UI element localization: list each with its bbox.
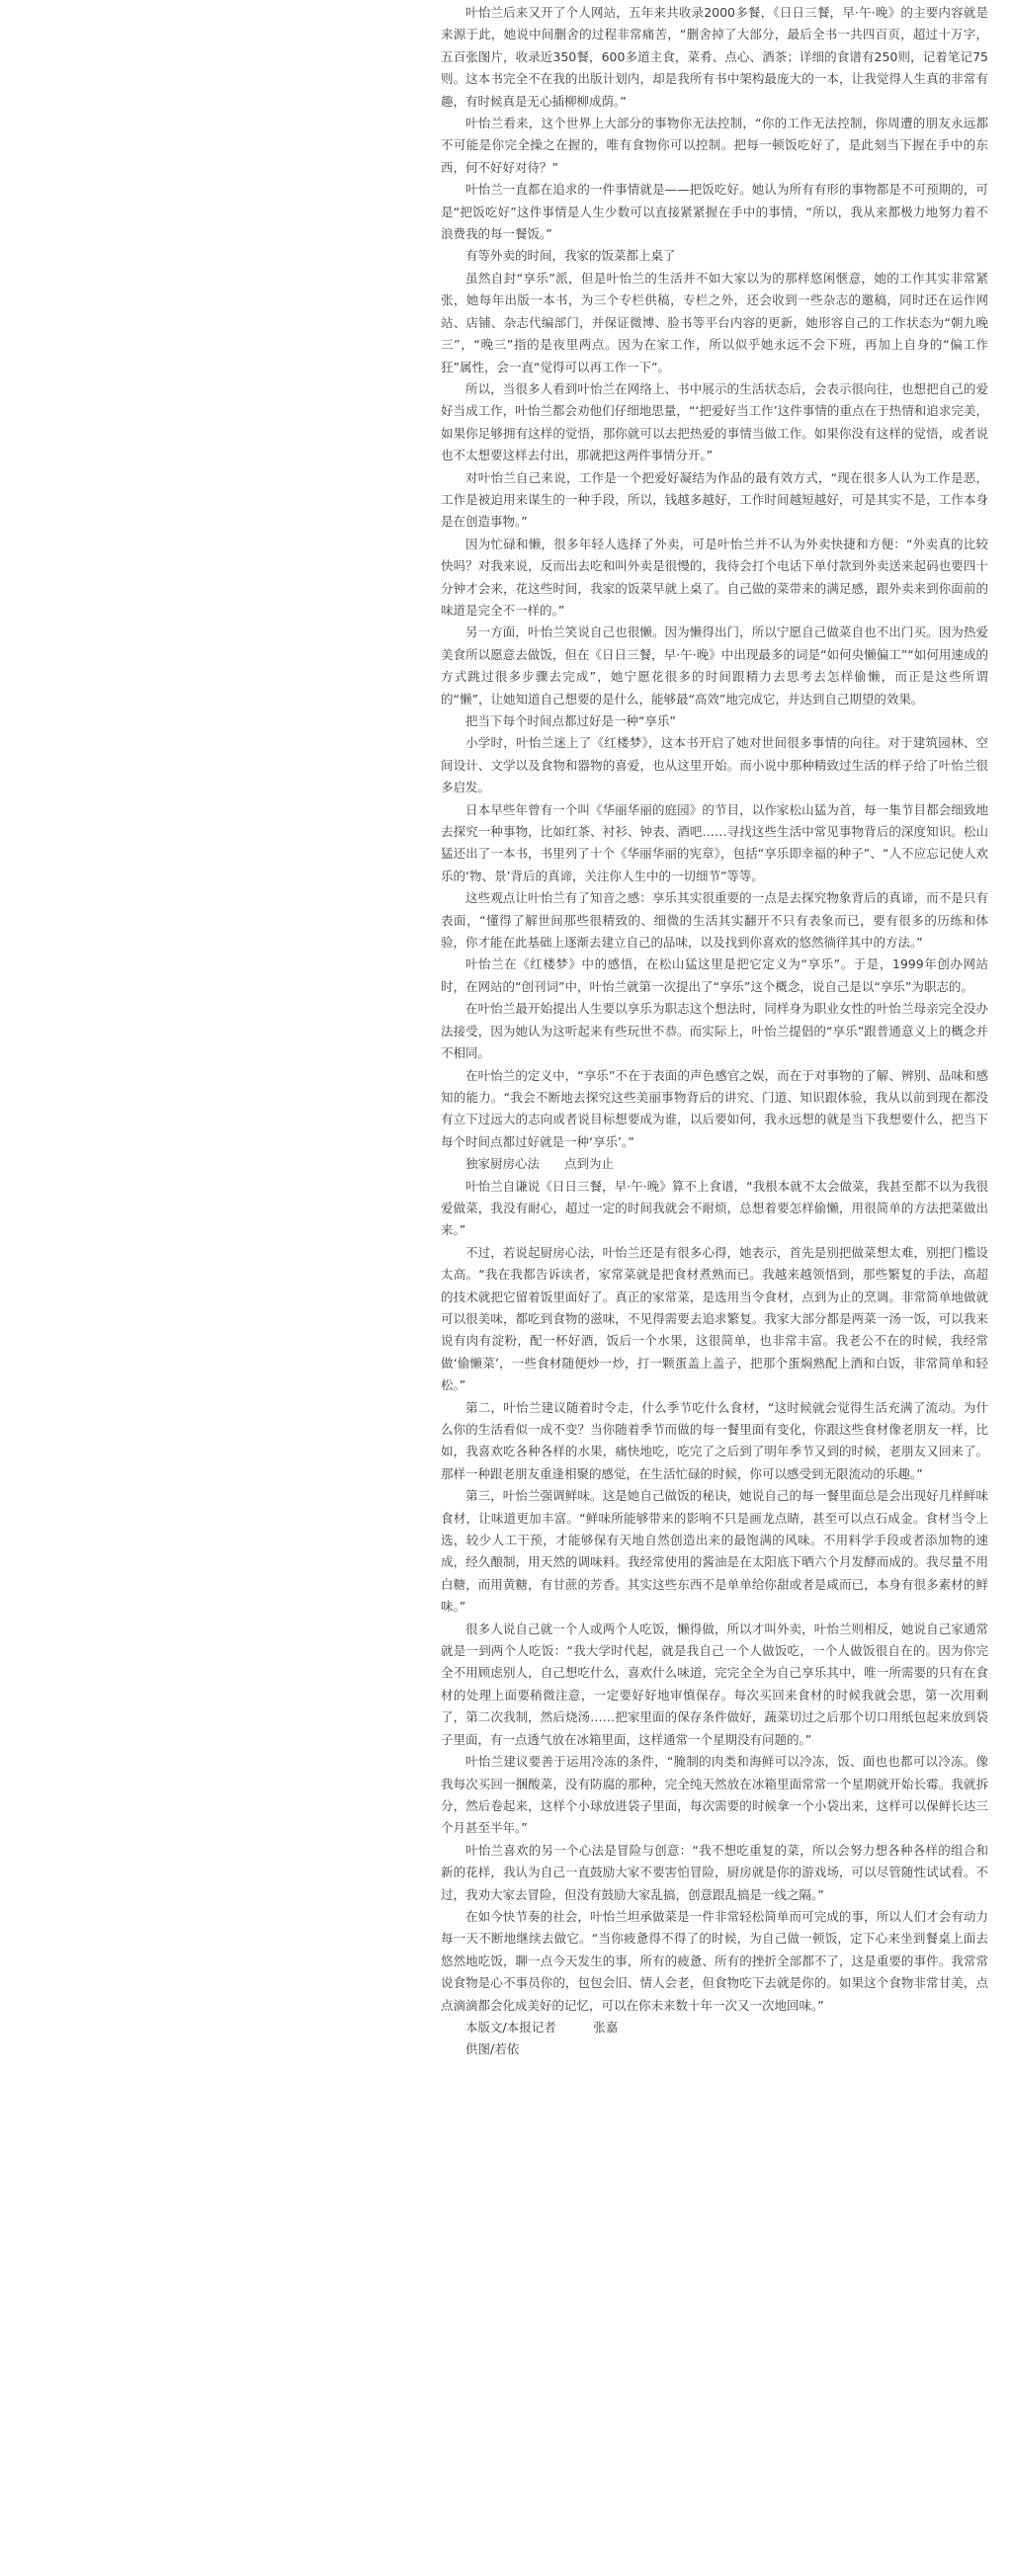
paragraph: 在叶怡兰的定义中，“享乐”不在于表面的声色感官之娱，而在于对事物的了解、辨别、品味和感知的能力。“我会不断地去探究这些美丽事物背后的讲究、门道、知识跟体验，我从以前到现在都没有立下过远大的志向或者说目标想要成为谁，以后要如何，我永远想的就是当下我想要什么，把当下每个时间点都过好就是一种‘享乐’。” — [441, 1067, 988, 1149]
paragraph: 虽然自封“享乐”派，但是叶怡兰的生活并不如大家以为的那样悠闲惬意，她的工作其实非常紧张，她每年出版一本书，为三个专栏供稿，专栏之外，还会收到一些杂志的邀稿，同时还在运作网站、店铺、杂志代编部门，并保证微博、脸书等平台内容的更新，她形容自己的工作状态为“朝九晚三”，“晚三”指的是夜里两点。因为在家工作，所以似乎她永远不会下班，再加上自身的“偏工作狂”属性，会一直“觉得可以再工作一下”。 — [441, 270, 988, 374]
paragraph: 在如今快节奏的社会，叶怡兰坦承做菜是一件非常轻松简单而可完成的事，所以人们才会有动力每一天不断地继续去做它。“当你疲惫得不得了的时候，为自己做一顿饭，定下心来坐到餐桌上面去悠然地吃饭，聊一点今天发生的事，所有的疲惫、所有的挫折全部都不了，这是重要的事件。我常常说食物是心不事员你的，包包会旧、情人会老，但食物吃下去就是你的。如果这个食物非常甘美，点点滴滴都会化成美好的记忆，可以在你未来数十年一次又一次地回味。” — [441, 1908, 988, 2013]
reporter-name: 张嘉 — [593, 2019, 619, 2035]
paragraph: 这些观点让叶怡兰有了知音之感：享乐其实很重要的一点是去探究物象背后的真谛，而不是只有表面，“懂得了解世间那些很精致的、细微的生活其实翻开不只有表象而已，要有很多的历练和体验，你才能在此基础上逐渐去建立自己的品味，以及找到你喜欢的悠然徜徉其中的方法。” — [441, 890, 988, 951]
paragraph: 第二，叶怡兰建议随着时令走，什么季节吃什么食材，“这时候就会觉得生活充满了流动。为什么你的生活看似一成不变？当你随着季节而做的每一餐里面有变化，你跟这些食材像老朋友一样，比如，我喜欢吃各种各样的水果，痛快地吃，吃完了之后到了明年季节又到的时候，老朋友又回来了。那样一种跟老朋友重逢相聚的感觉，在生活忙碌的时候，你可以感受到无限流动的乐趣。” — [441, 1399, 988, 1481]
paragraph: 不过，若说起厨房心法，叶怡兰还是有很多心得，她表示，首先是别把做菜想太难，别把门槛设太高。“我在我都告诉读者，家常菜就是把食材煮熟而已。我越来越领悟到，那些繁复的手法，高超的技术就把它留着饭里面好了。真正的家常菜，是选用当令食材，点到为止的烹调。非常简单地做就可以很美味，都吃到食物的滋味，不见得需要去追求繁复。我家大部分都是两菜一汤一饭，可以我来说有肉有淀粉，配一杯好酒，饭后一个水果，这很简单，也非常丰富。我老公不在的时候，我经常做‘偷懒菜’，一些食材随便炒一炒，打一颗蛋盖上盖子，把那个蛋焖熟配上酒和白饭，非常简单和轻松。” — [441, 1244, 988, 1393]
paragraph: 叶怡兰建议要善于运用冷冻的条件，“腌制的肉类和海鲜可以冷冻，饭、面也也都可以冷冻。像我每次买回一捆酸菜，没有防腐的那种，完全纯天然放在冰箱里面常常一个星期就开始长霉。我就拆分，然后卷起来，这样个小球放进袋子里面，每次需要的时候拿一个小袋出来，这样可以保鲜长达三个月甚至半年。” — [441, 1754, 988, 1836]
paragraph: 所以，当很多人看到叶怡兰在网络上、书中展示的生活状态后，会表示很向往，也想把自己的爱好当成工作，叶怡兰都会劝他们仔细地思量，“‘把爱好当工作’这件事情的重点在于热情和追求完美，如果你足够拥有这样的觉悟，那你就可以去把热爱的事情当做工作。如果你没有这样的觉悟，或者说也不太想要这样去付出，那就把这两件事情分开。” — [441, 380, 988, 463]
paragraph: 叶怡兰看来，这个世界上大部分的事物你无法控制，“你的工作无法控制，你周遭的朋友永远都不可能是你完全操之在握的，唯有食物你可以控制。把每一顿饭吃好了，是此刻当下握在手中的东西，何不好好对待？” — [441, 116, 988, 175]
paragraph: 对叶怡兰自己来说，工作是一个把爱好凝结为作品的最有效方式，“现在很多人认为工作是恶，工作是被迫用来谋生的一种手段，所以，钱越多越好，工作时间越短越好，可是其实不是，工作本身是在创造事物。” — [441, 469, 988, 530]
paragraph: 叶怡兰喜欢的另一个心法是冒险与创意：“我不想吃重复的菜，所以会努力想各种各样的组合和新的花样，我认为自己一直鼓励大家不要害怕冒险，厨房就是你的游戏场，可以尽管随性试试看。不过，我劝大家去冒险，但没有鼓励大家乱搞，创意跟乱搞是一线之隔。” — [441, 1842, 988, 1902]
paragraph: 因为忙碌和懒，很多年轻人选择了外卖，可是叶怡兰并不认为外卖快捷和方便：“外卖真的比较快吗？对我来说，反而出去吃和叫外卖是很慢的，我待会打个电话下单付款到外卖送来起码也要四十分钟才会来，花这些时间，我家的饭菜早就上桌了。自己做的菜带来的满足感，跟外卖来到你面前的味道是完全不一样的。” — [441, 536, 988, 618]
section-heading: 有等外卖的时间，我家的饭菜都上桌了 — [465, 248, 676, 264]
paragraph: 叶怡兰自谦说《日日三餐，早·午·晚》算不上食谱，“我根本就不太会做菜，我甚至都不以为我很爱做菜，我没有耐心，超过一定的时间我就会不耐烦，总想着要怎样偷懒，用很简单的方法把菜做出来。” — [441, 1178, 988, 1238]
paragraph: 小学时，叶怡兰迷上了《红楼梦》，这本书开启了她对世间很多事情的向往。对于建筑园林、空间设计、文学以及食物和器物的喜爱，也从这里开始。而小说中那种精致过生活的样子给了叶怡兰很多启发。 — [441, 735, 988, 795]
photo-credit: 供图/若依 — [465, 2041, 520, 2057]
paragraph: 很多人说自己就一个人或两个人吃饭，懒得做，所以才叫外卖，叶怡兰则相反，她说自己家通常就是一到两个人吃饭：“我大学时代起，就是我自己一个人做饭吃，一个人做饭很自在的。因为你完全不用顾虑别人，自己想吃什么，喜欢什么味道，完完全全为自己享乐其中，唯一所需要的只有在食材的处理上面要稍微注意，一定要好好地审慎保存。每次买回来食材的时候我就会思，第一次用剩了，第二次我制，然后烧汤……把家里面的保存条件做好，蔬菜切过之后那个切口用纸包起来放到袋子里面，有一点透气放在冰箱里面，这样通常一个星期没有问题的。” — [441, 1620, 988, 1747]
paragraph: 第三，叶怡兰强调鲜味。这是她自己做饭的秘诀，她说自己的每一餐里面总是会出现好几样鲜味食材，让味道更加丰富。“鲜味所能够带来的影响不只是画龙点睛，甚至可以点石成金。食材当令上选，较少人工干预，才能够保有天地自然创造出来的最饱满的风味。不用料学手段或者添加物的速成，经久酿制，用天然的调味料。我经常使用的酱油是在太阳底下晒六个月发酵而成的。我尽量不用白糖，而用黄糖，有甘蔗的芳香。其实这些东西不是单单给你甜或者是咸而已，本身有很多素材的鲜味。” — [441, 1488, 988, 1615]
byline-label: 本版文/本报记者 — [465, 2019, 556, 2035]
paragraph: 日本早些年曾有一个叫《华丽华丽的庭园》的节目，以作家松山猛为首，每一集节目都会细致地去探究一种事物，比如红茶、衬衫、钟表、酒吧……寻找这些生活中常见事物背后的深度知识。松山猛还出了一本书，书里列了十个《华丽华丽的宪章》，包括“享乐即幸福的种子”、“人不应忘记使人欢乐的‘物、景’背后的真谛，关注你人生中的一切细节”等等。 — [441, 801, 988, 883]
paragraph: 叶怡兰一直都在追求的一件事情就是——把饭吃好。她认为所有有形的事物都是不可预期的，可是“把饭吃好”这件事情是人生少数可以直接紧紧握在手中的事情，“所以，我从来都极力地努力着不浪费我的每一餐饭。” — [441, 182, 988, 242]
paragraph: 在叶怡兰最开始提出人生要以享乐为职志这个想法时，同样身为职业女性的叶怡兰母亲完全没办法接受，因为她认为这听起来有些玩世不恭。而实际上，叶怡兰提倡的“享乐”跟普通意义上的概念并不相同。 — [441, 1001, 988, 1061]
paragraph: 叶怡兰在《红楼梦》中的感悟，在松山猛这里是把它定义为“享乐”。于是，1999年创办网站时，在网站的“创刊词”中，叶怡兰就第一次提出了“享乐”这个概念，说自己是以“享乐”为职志的。 — [441, 956, 988, 994]
byline — [441, 2017, 988, 2038]
section-heading: 把当下每个时间点都过好是一种“享乐” — [465, 713, 676, 728]
paragraph: 另一方面，叶怡兰笑说自己也很懒。因为懒得出门，所以宁愿自己做菜自也不出门买。因为热爱美食所以愿意去做饭，但在《日日三餐，早·午·晚》中出现最多的词是“如何央懒偏工”“如何用速成的方式跳过很多步骤去完成”，她宁愿花很多的时间跟精力去思考去怎样偷懒，而正是这些所谓的“懒”，让她知道自己想要的是什么，能够最“高效”地完成它，并达到自己期望的效果。 — [441, 624, 988, 706]
paragraph: 叶怡兰后来又开了个人网站，五年来共收录2000多餐，《日日三餐，早·午·晚》的主要内容就是来源于此，她说中间删舍的过程非常痛苦，“删舍掉了大部分，最后全书一共四百页，超过十万字，五百张图片，收录近350餐，600多道主食，菜肴、点心、酒茶；详细的食谱有250则，记着笔记75则。这本书完全不在我的出版计划内，却是我所有书中架构最庞大的一本，让我觉得人生真的非常有趣，有时候真是无心插柳柳成荫。” — [441, 5, 988, 109]
section-heading: 独家厨房心法 点到为止 — [465, 1156, 615, 1172]
